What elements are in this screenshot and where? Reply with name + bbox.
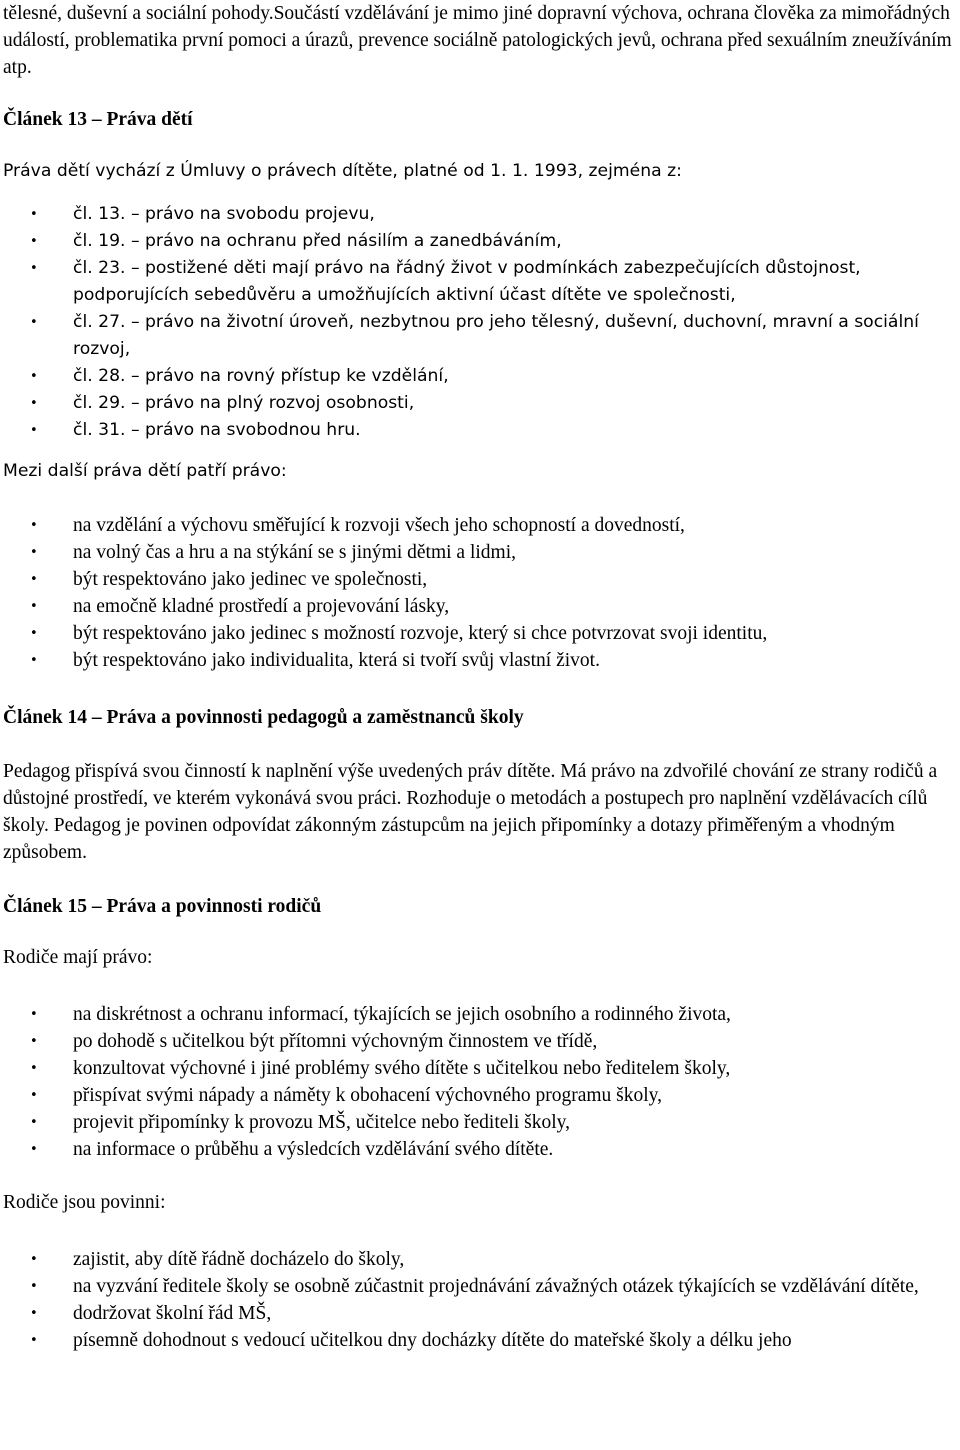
list-item: • čl. 19. – právo na ochranu před násilím a zanedbáváním, <box>3 228 958 255</box>
parents-duties-list <box>3 1246 958 1354</box>
article-15-heading: Článek 15 – Práva a povinnosti rodičů <box>3 896 322 917</box>
parents-duties-lead: Rodiče jsou povinni: <box>3 1192 166 1213</box>
list-item: • být respektováno jako jedinec s možností rozvoje, který si chce potvrzovat svoji identitu, <box>3 620 958 647</box>
list-item: • zajistit, aby dítě řádně docházelo do školy, <box>3 1246 958 1273</box>
list-item: • čl. 28. – právo na rovný přístup ke vzdělání, <box>3 363 958 390</box>
list-item: • být respektováno jako jedinec ve společnosti, <box>3 566 958 593</box>
intro-paragraph: tělesné, duševní a sociální pohody.Součástí vzdělávání je mimo jiné dopravní výchova, ochrana člověka za mimořádných událostí, problematika první pomoci a úrazů, prevence sociálně patologických jevů, ochrana před sexuálním zneužíváním atp. <box>3 3 952 78</box>
list-item: • čl. 31. – právo na svobodnou hru. <box>3 417 958 444</box>
list-item: • dodržovat školní řád MŠ, <box>3 1300 958 1327</box>
list-item: • na diskrétnost a ochranu informací, týkajících se jejich osobního a rodinného života, <box>3 1001 958 1028</box>
article-14-heading: Článek 14 – Práva a povinnosti pedagogů a zaměstnanců školy <box>3 707 524 728</box>
list-item: • být respektováno jako individualita, která si tvoří svůj vlastní život. <box>3 647 958 674</box>
list-item: • na volný čas a hru a na stýkání se s jinými dětmi a lidmi, <box>3 539 958 566</box>
list-item: • po dohodě s učitelkou být přítomni výchovným činnostem ve třídě, <box>3 1028 958 1055</box>
list-item: • na vyzvání ředitele školy se osobně zúčastnit projednávání závažných otázek týkajících se vzdělávání dítěte, <box>3 1273 958 1300</box>
list-item: • čl. 23. – postižené děti mají právo na řádný život v podmínkách zabezpečujících důstojnost, podporujících sebedůvěru a umožňujících aktivní účast dítěte ve společnosti, <box>3 255 958 309</box>
list-item: • čl. 27. – právo na životní úroveň, nezbytnou pro jeho tělesný, duševní, duchovní, mravní a sociální rozvoj, <box>3 309 958 363</box>
article-13-lead: Práva dětí vychází z Úmluvy o právech dítěte, platné od 1. 1. 1993, zejména z: <box>3 161 682 181</box>
list-item: • přispívat svými nápady a náměty k obohacení výchovného programu školy, <box>3 1082 958 1109</box>
list-item: • na vzdělání a výchovu směřující k rozvoji všech jeho schopností a dovedností, <box>3 512 958 539</box>
other-rights-lead: Mezi další práva dětí patří právo: <box>3 461 287 481</box>
article-13-list <box>3 201 958 444</box>
parents-rights-lead: Rodiče mají právo: <box>3 947 153 968</box>
list-item: • na emočně kladné prostředí a projevování lásky, <box>3 593 958 620</box>
list-item: • čl. 29. – právo na plný rozvoj osobnosti, <box>3 390 958 417</box>
article-13-heading: Článek 13 – Práva dětí <box>3 109 193 130</box>
article-14-text: Pedagog přispívá svou činností k naplnění výše uvedených práv dítěte. Má právo na zdvořilé chování ze strany rodičů a důstojné prostředí, ve kterém vykonává svou práci. Rozhoduje o metodách a postupech pro naplnění vzdělávacích cílů školy. Pedagog je povinen odpovídat zákonným zástupcům na jejich připomínky a dotazy přiměřeným a vhodným způsobem. <box>3 761 938 863</box>
list-item: • konzultovat výchovné i jiné problémy svého dítěte s učitelkou nebo ředitelem školy, <box>3 1055 958 1082</box>
list-item: • na informace o průběhu a výsledcích vzdělávání svého dítěte. <box>3 1136 958 1163</box>
list-item: • čl. 13. – právo na svobodu projevu, <box>3 201 958 228</box>
document-page <box>3 0 958 1354</box>
other-rights-list <box>3 512 958 674</box>
list-item: • projevit připomínky k provozu MŠ, učitelce nebo řediteli školy, <box>3 1109 958 1136</box>
parents-rights-list <box>3 1001 958 1163</box>
list-item: • písemně dohodnout s vedoucí učitelkou dny docházky dítěte do mateřské školy a délku jeho <box>3 1327 958 1354</box>
